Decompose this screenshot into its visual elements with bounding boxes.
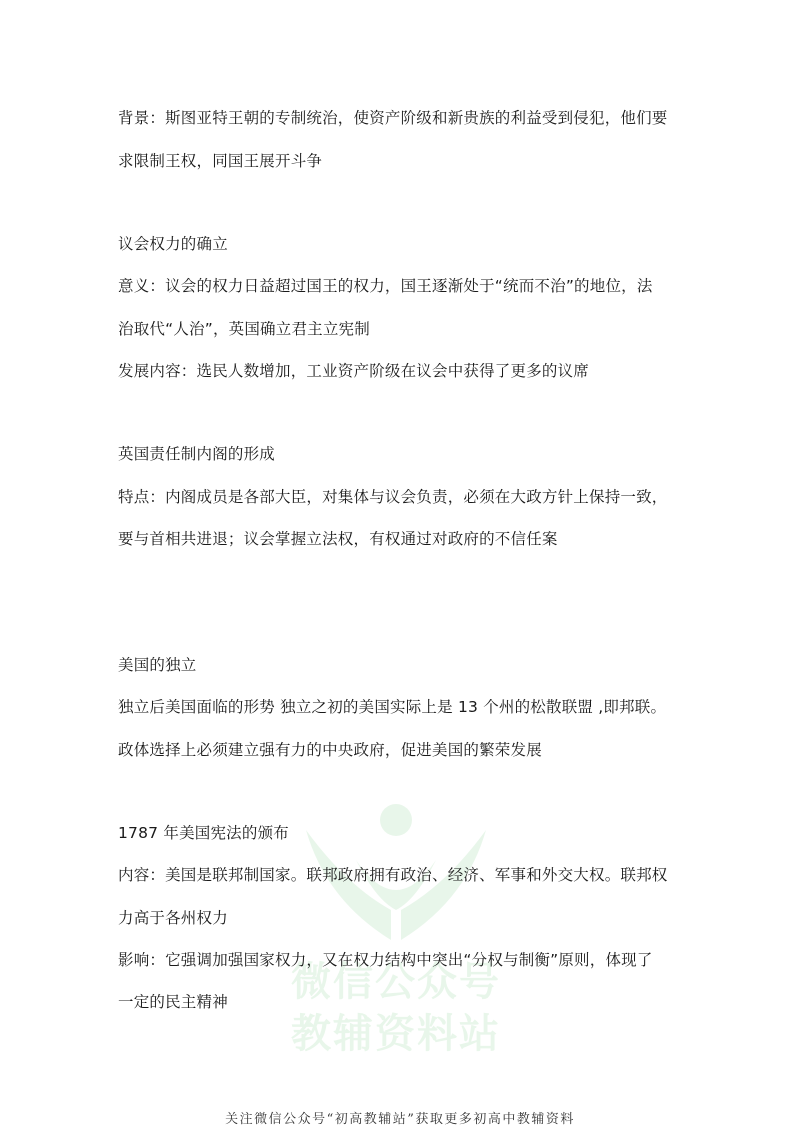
- situation-text-line-2: 政体选择上必须建立强有力的中央政府，促进美国的繁荣发展: [118, 741, 542, 759]
- page-footer: 关注微信公众号“初高教辅站”获取更多初高中教辅资料: [225, 1112, 575, 1127]
- influence-text-line-2: 一定的民主精神: [118, 993, 228, 1011]
- background-text-line-2: 求限制王权，同国王展开斗争: [118, 152, 323, 170]
- features-text-line-2: 要与首相共进退；议会掌握立法权，有权通过对政府的不信任案: [118, 530, 558, 548]
- features-text-line-1: 特点：内阁成员是各部大臣，对集体与议会负责，必须在大政方针上保持一致，: [118, 488, 668, 506]
- watermark-text-1: 微信公众号: [291, 959, 501, 1005]
- significance-text-line-1: 意义：议会的权力日益超过国王的权力，国王逐渐处于“统而不治”的地位，法: [118, 277, 653, 295]
- constitution-content-line-2: 力高于各州权力: [118, 909, 228, 927]
- watermark-text-2: 教辅资料站: [291, 1011, 501, 1057]
- section-heading-us-independence: 美国的独立: [118, 656, 197, 674]
- section-heading-us-constitution: 1787 年美国宪法的颁布: [118, 824, 289, 842]
- significance-text-line-2: 治取代“人治”，英国确立君主立宪制: [118, 320, 370, 338]
- section-heading-parliament-power: 议会权力的确立: [118, 235, 228, 253]
- section-heading-cabinet: 英国责任制内阁的形成: [118, 445, 276, 463]
- constitution-content-line-1: 内容：美国是联邦制国家。联邦政府拥有政治、经济、军事和外交大权。联邦权: [118, 866, 668, 884]
- development-text: 发展内容：选民人数增加，工业资产阶级在议会中获得了更多的议席: [118, 362, 590, 380]
- situation-text-line-1: 独立后美国面临的形势 独立之初的美国实际上是 13 个州的松散联盟 ,即邦联。: [118, 698, 667, 716]
- influence-text-line-1: 影响：它强调加强国家权力，又在权力结构中突出“分权与制衡”原则，体现了: [118, 951, 653, 969]
- background-text-line-1: 背景：斯图亚特王朝的专制统治，使资产阶级和新贵族的利益受到侵犯，他们要: [118, 109, 668, 127]
- watermark: [286, 790, 506, 1057]
